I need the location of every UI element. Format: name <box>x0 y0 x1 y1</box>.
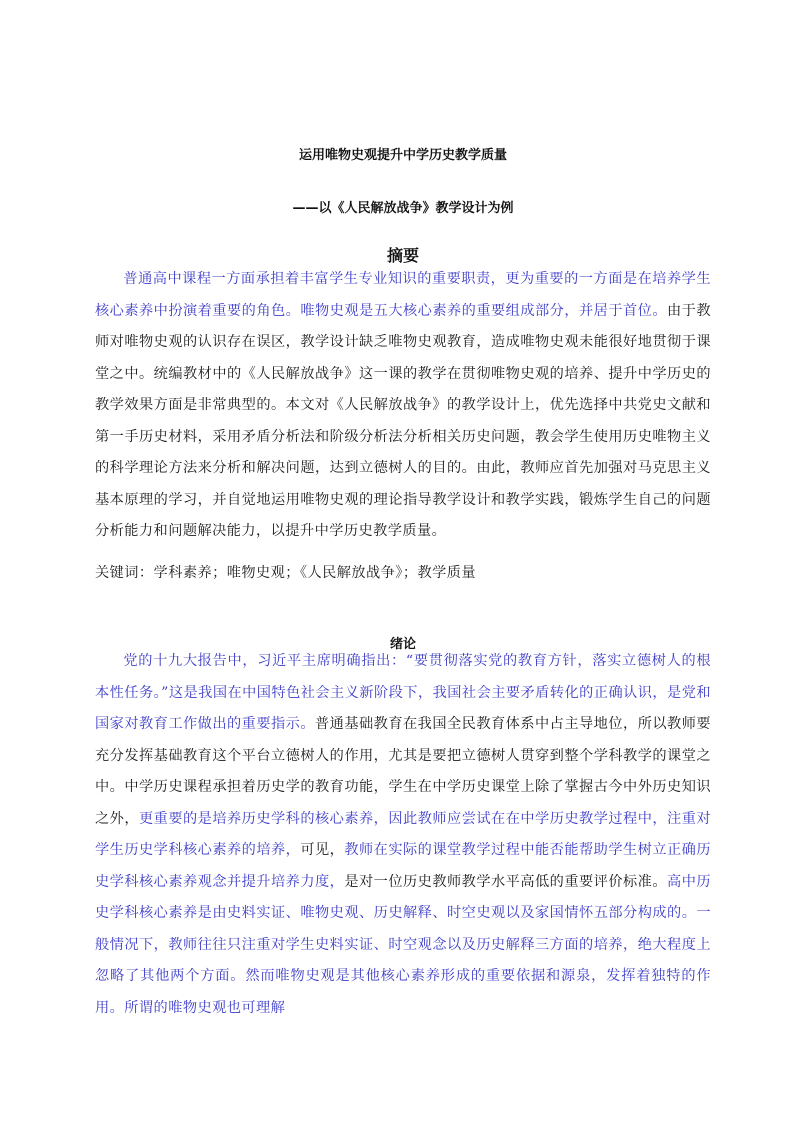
intro-segment: 教师在实际的课堂教学过程中能否能帮助学生树立正确历史学科核心素养观念并提升培养力度， <box>95 842 711 890</box>
document-title: 运用唯物史观提升中学历史教学质量 <box>298 148 507 163</box>
abstract-heading: 摘要 <box>386 246 419 265</box>
introduction-paragraph <box>95 646 711 1024</box>
intro-segment: 因此教师应尝试在在中学历史教学过程中，注重对学生历史学科核心素养的培养， <box>95 810 712 858</box>
document-subtitle: ——以《人民解放战争》教学设计为例 <box>292 201 514 216</box>
intro-segment: 可见， <box>300 842 345 858</box>
intro-segment: 高中历史学科核心素养是由史料实证、唯物史观、历史解释、时空史观以及家国情怀五部分构成的。一般情况下，教师往往只注重对学生史料实证、时空观念以及历史解释三方面的培养，绝大程度上忽略了其他两个方面。然而唯物史观是其他核心素养形成的重要依据和源泉，发挥着独特的作用。所谓的唯物史观也可理解 <box>95 873 712 1016</box>
intro-segment: 更重要的是培养历史学科的核心素养， <box>139 810 389 827</box>
abstract-segment: 由于教师对唯物史观的认识存在误区，教学设计缺乏唯物史观教育，造成唯物史观未能很好地贯彻于课堂之中。统编教材中的《人民解放战争》这一课的教学在贯彻唯物史观的培养、提升中学历史的教学效果方面是非常典型的。本文对《人民解放战争》的教学设计上，优先选择中共党史文献和第一手历史材料，采用矛盾分析法和阶级分析法分析相关历史问题，教会学生使用历史唯物主义的科学理论方法来分析和解决问题，达到立德树人的目的。由此，教师应首先加强对马克思主义基本原理的学习，并自觉地运用唯物史观的理论指导教学设计和教学实践，锻炼学生自己的问题分析能力和问题解决能力，以提升中学历史教学质量。 <box>95 302 711 539</box>
intro-segment: 党的十九大报告中，习近平主席明确指出：“要贯彻落实党的教育方针，落实立德树人的根本性任务。”这是我国在中国特色社会主义新阶段下，我国社会主要矛盾转化的正确认识，是党和国家对教育工作做出的重要指示。 <box>95 653 711 732</box>
abstract-paragraph <box>95 264 711 548</box>
intro-segment: 普通基础教育在我国全民教育体系中占主导地位，所以教师要充分发挥基础教育这个平台立德树人的作用，尤其是要把立德树人贯穿到整个学科教学的课堂之中。中学历史课程承担着历史学的教育功能，学生在中学历史课堂上除了掌握古今中外历史知识之外， <box>95 716 711 827</box>
keywords-line: 关键词：学科素养；唯物史观；《人民解放战争》；教学质量 <box>95 565 477 581</box>
abstract-segment: 普通高中课程一方面承担着丰富学生专业知识的重要职责，更为重要的一方面是在培养学生核心素养中扮演着重要的角色。唯物史观是五大核心素养的重要组成部分，并居于首位。 <box>95 271 711 319</box>
introduction-heading: 绪论 <box>389 637 416 652</box>
intro-segment: 是对一位历史教师教学水平高低的重要评价标准。 <box>344 873 668 890</box>
